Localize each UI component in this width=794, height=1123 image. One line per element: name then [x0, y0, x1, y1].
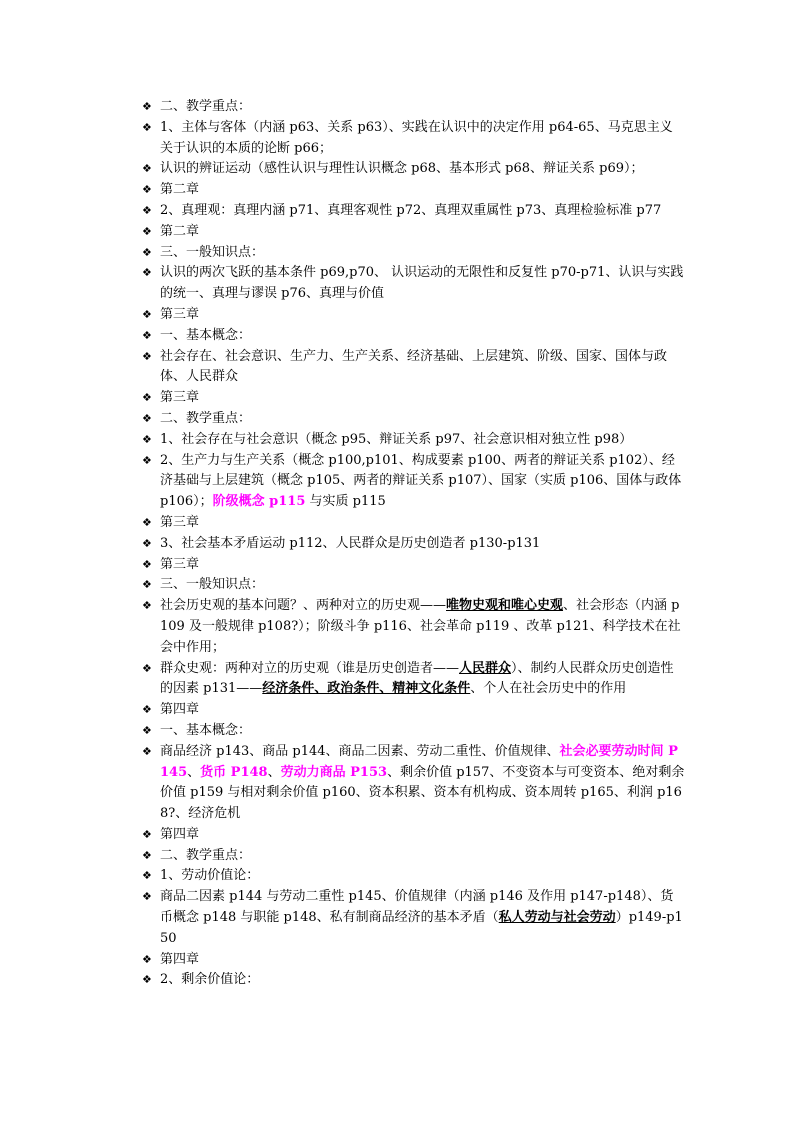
diamond-bullet-icon: ❖: [142, 245, 152, 259]
diamond-bullet-icon: ❖: [142, 307, 152, 321]
outline-item: [140, 326, 685, 347]
emphasis-text: 唯物史观和唯心史观: [446, 598, 564, 614]
outline-item: [140, 305, 685, 326]
outline-item: [140, 575, 685, 596]
outline-item: [140, 388, 685, 409]
outline-item: [140, 700, 685, 721]
outline-item: [140, 263, 685, 305]
highlight-text: 社会必要劳动时间 P145: [160, 743, 678, 780]
diamond-bullet-icon: ❖: [142, 100, 152, 113]
emphasis-text: 经济条件、政治条件、精神文化条件: [262, 681, 471, 697]
outline-item: [140, 721, 685, 742]
outline-item: [140, 555, 685, 576]
item-text: 二、教学重点：: [160, 99, 252, 114]
outline-item: [140, 866, 685, 887]
diamond-bullet-icon: ❖: [142, 536, 152, 550]
outline-item: [140, 825, 685, 846]
item-text: 商品经济 p143、商品 p144、商品二因素、劳动二重性、价值规律、: [160, 743, 560, 759]
diamond-bullet-icon: ❖: [142, 827, 152, 841]
item-text: 第四章: [160, 702, 200, 718]
diamond-bullet-icon: ❖: [142, 432, 152, 446]
outline-item: [140, 180, 685, 201]
diamond-bullet-icon: ❖: [142, 869, 152, 883]
diamond-bullet-icon: ❖: [142, 515, 152, 529]
item-text: 社会历史观的基本问题？、两种对立的历史观——: [160, 598, 447, 614]
outline-item: [140, 451, 685, 513]
item-text: 第四章: [160, 951, 200, 967]
item-text: 1、社会存在与社会意识（概念 p95、辩证关系 p97、社会意识相对独立性 p98）: [160, 431, 633, 447]
diamond-bullet-icon: ❖: [142, 744, 152, 758]
item-text: 1、主体与客体（内涵 p63、关系 p63）、实践在认识中的决定作用 p64-65、马克思主义关于认识的本质的论断 p66；: [160, 119, 673, 156]
outline-item: [140, 534, 685, 555]
outline-item: [140, 118, 685, 160]
diamond-bullet-icon: ❖: [142, 848, 152, 862]
diamond-bullet-icon: ❖: [142, 162, 152, 176]
diamond-bullet-icon: ❖: [142, 203, 152, 217]
item-text: 认识的辨证运动（感性认识与理性认识概念 p68、基本形式 p68、辩证关系 p69）；: [160, 161, 644, 177]
item-text: 三、一般知识点：: [160, 244, 265, 260]
item-text: 、个人在社会历史中的作用: [470, 681, 627, 697]
item-text: 与实质 p115: [305, 494, 386, 510]
diamond-bullet-icon: ❖: [142, 328, 152, 342]
diamond-bullet-icon: ❖: [142, 890, 152, 904]
outline-item: [140, 659, 685, 701]
item-text: 一、基本概念：: [160, 722, 252, 738]
diamond-bullet-icon: ❖: [142, 952, 152, 966]
item-text: 一、基本概念：: [160, 327, 252, 343]
outline-item: [140, 846, 685, 867]
diamond-bullet-icon: ❖: [142, 349, 152, 363]
item-text: 2、生产力与生产关系（概念 p100,p101、构成要素 p100、两者的辩证关系 p102）、经济基础与上层建筑（概念 p105、两者的辩证关系 p107）、国家（实质 p106、国体与政体 p106）；: [160, 452, 682, 510]
item-text: 认识的两次飞跃的基本条件 p69,p70、 认识运动的无限性和反复性 p70-p71、认识与实践的统一、真理与谬误 p76、真理与价值: [160, 265, 684, 302]
item-text: ）、制约人民群众历史创造性的因素 p131——: [160, 660, 674, 697]
item-text: 第三章: [160, 306, 200, 322]
item-text: 、: [187, 764, 201, 780]
diamond-bullet-icon: ❖: [142, 453, 152, 467]
item-text: 二、教学重点：: [160, 847, 252, 863]
diamond-bullet-icon: ❖: [142, 266, 152, 280]
outline-item: [140, 430, 685, 451]
item-text: 三、一般知识点：: [160, 577, 265, 593]
outline-item: [140, 409, 685, 430]
outline-item: [140, 742, 685, 825]
item-text: 2、剩余价值论：: [160, 972, 260, 988]
highlight-text: 货币 P148: [200, 764, 268, 780]
item-text: 、社会形态（内涵 p109 及一般规律 p108?）；阶级斗争 p116、社会革命 p119 、改革 p121、科学技术在社会中作用；: [160, 598, 681, 655]
outline-list: [140, 97, 685, 991]
diamond-bullet-icon: ❖: [142, 557, 152, 571]
diamond-bullet-icon: ❖: [142, 599, 152, 613]
diamond-bullet-icon: ❖: [142, 973, 152, 987]
item-text: 、: [267, 764, 281, 780]
diamond-bullet-icon: ❖: [142, 183, 152, 197]
item-text: 群众史观：两种对立的历史观（谁是历史创造者——: [160, 660, 460, 676]
diamond-bullet-icon: ❖: [142, 411, 152, 425]
outline-item: [140, 950, 685, 971]
outline-item: [140, 159, 685, 180]
item-text: 第三章: [160, 514, 200, 530]
outline-item: [140, 222, 685, 243]
outline-item: [140, 596, 685, 658]
item-text: 第三章: [160, 556, 200, 572]
outline-item: [140, 887, 685, 949]
item-text: 社会存在、社会意识、生产力、生产关系、经济基础、上层建筑、阶级、国家、国体与政体、人民群众: [160, 348, 668, 385]
diamond-bullet-icon: ❖: [142, 578, 152, 592]
item-text: 3、社会基本矛盾运动 p112、人民群众是历史创造者 p130-p131: [160, 535, 541, 551]
item-text: 第四章: [160, 826, 200, 842]
emphasis-text: 私人劳动与社会劳动: [498, 910, 616, 926]
highlight-text: 劳动力商品 P153: [280, 764, 388, 780]
diamond-bullet-icon: ❖: [142, 661, 152, 675]
highlight-text: 阶级概念 p115: [212, 494, 306, 510]
diamond-bullet-icon: ❖: [142, 120, 152, 134]
item-text: 、剩余价值 p157、不变资本与可变资本、绝对剩余价值 p159 与相对剩余价值 p160、资本积累、资本有机构成、资本周转 p165、利润 p168?、经济危机: [160, 764, 685, 822]
diamond-bullet-icon: ❖: [142, 224, 152, 238]
item-text: 2、真理观：真理内涵 p71、真理客观性 p72、真理双重属性 p73、真理检验标准 p77: [160, 202, 662, 218]
outline-item: [140, 97, 685, 118]
item-text: 商品二因素 p144 与劳动二重性 p145、价值规律（内涵 p146 及作用 p147-p148）、货币概念 p148 与职能 p148、私有制商品经济的基本矛盾（: [160, 889, 674, 926]
item-text: ）p149-p150: [160, 910, 683, 946]
item-text: 第二章: [160, 223, 200, 239]
outline-item: [140, 243, 685, 264]
diamond-bullet-icon: ❖: [142, 391, 152, 405]
diamond-bullet-icon: ❖: [142, 723, 152, 737]
item-text: 第三章: [160, 390, 200, 406]
item-text: 第二章: [160, 182, 200, 198]
outline-item: [140, 347, 685, 389]
outline-item: [140, 513, 685, 534]
item-text: 1、劳动价值论：: [160, 868, 260, 884]
diamond-bullet-icon: ❖: [142, 703, 152, 717]
outline-item: [140, 970, 685, 991]
emphasis-text: 人民群众: [459, 660, 512, 676]
outline-item: [140, 201, 685, 222]
item-text: 二、教学重点：: [160, 410, 252, 426]
